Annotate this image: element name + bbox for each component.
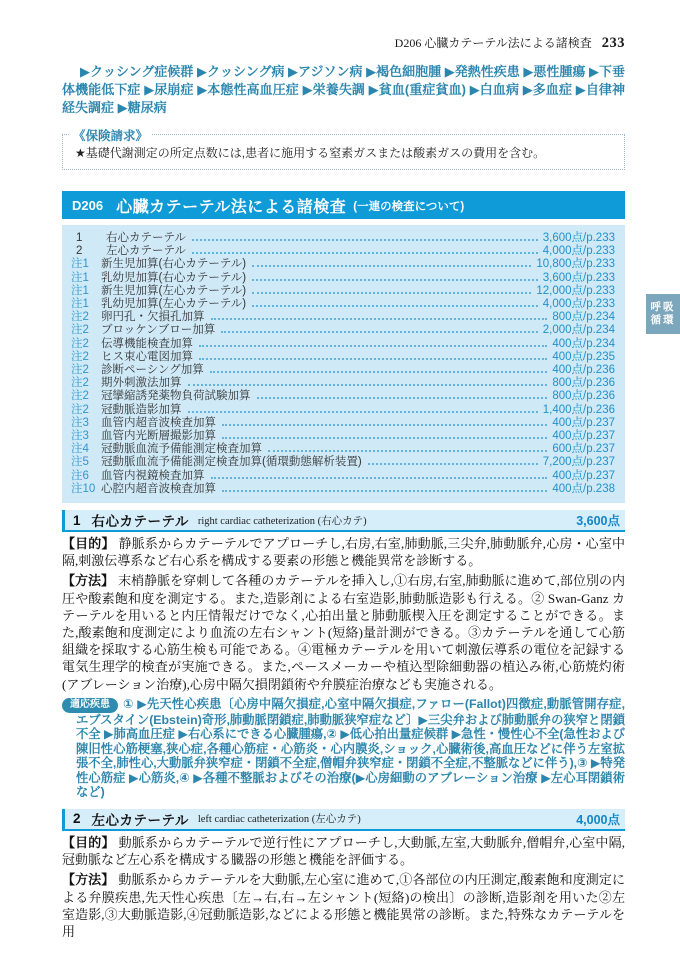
toc-item-number: 注5 (71, 456, 89, 469)
toc-item-points-page: 600点/p.237 (552, 443, 615, 456)
section-2-title: 左心カテーテル (91, 812, 189, 828)
code-band-title: 心臓カテーテル法による諸検査 (116, 198, 347, 216)
toc-row (62, 364, 619, 377)
insurance-claim-text: ★基礎代謝測定の所定点数には,患者に施用する窒素ガスまたは酸素ガスの費用を含む。 (75, 146, 546, 160)
toc-item-number: 注2 (71, 390, 89, 403)
toc-item-points-page: 3,600点/p.233 (542, 232, 615, 244)
toc-item-points-page: 7,200点/p.237 (542, 456, 615, 469)
method-text: 動脈系からカテーテルを大動脈,左心室に進めて,①各部位の内圧測定,酸素飽和度測定による弁膜疾患,先天性心疾患〔左→右,右→左シャント(短絡)の検出〕の診断,造影剤を用いた②左室造影,③大動脈造影,④冠動脈造影,などによる形態と機能異常の診断。また,特殊なカテーテルを用 (62, 872, 625, 939)
toc-item-points-page: 400点/p.236 (552, 364, 615, 377)
toc-item-number: 注2 (71, 324, 89, 337)
toc-item-points-page: 400点/p.237 (552, 469, 615, 482)
section-2-purpose (62, 834, 625, 868)
toc-item-number: 注3 (71, 430, 89, 443)
toc-item-name: ブロッケンブロー加算 (101, 324, 216, 337)
toc-item-points-page: 400点/p.237 (552, 416, 615, 429)
toc-item-number: 注2 (71, 350, 89, 363)
toc-row (62, 298, 619, 311)
toc-item-name: 血管内視鏡検査加算 (101, 469, 205, 482)
toc-item-name: 血管内光断層撮影加算 (101, 430, 216, 443)
toc-row (62, 404, 619, 417)
toc-dotted-leader (211, 318, 548, 320)
section-1-title: 右心カテーテル (91, 514, 189, 530)
toc-item-points-page: 1,400点/p.236 (542, 403, 615, 416)
toc-item-number: 注2 (71, 311, 89, 324)
section-1-english-name: right cardiac catheterization (右心カテ) (197, 515, 367, 527)
toc-item-name: 乳幼児加算(左心カテーテル) (101, 298, 247, 311)
thumb-tab-line2: 循環 (650, 314, 676, 326)
toc-item-name: 心腔内超音波検査加算 (101, 482, 216, 495)
toc-item-number: 注1 (71, 271, 89, 284)
section-2-header (62, 809, 625, 831)
toc-dotted-leader (268, 450, 547, 452)
purpose-text: 動脈系からカテーテルで逆行性にアプローチし,大動脈,左室,大動脈弁,僧帽弁,心室中隔,冠動脈など左心系を構成する臓器の形態と機能を評価する。 (62, 834, 625, 868)
insurance-claim-label: 《保険請求》 (70, 126, 151, 144)
toc-row (62, 232, 619, 245)
toc-dotted-leader (192, 239, 538, 241)
toc-item-number: 注2 (71, 337, 89, 350)
toc-dotted-leader (368, 463, 538, 465)
toc-row (62, 272, 619, 285)
toc-dotted-leader (222, 424, 547, 426)
toc-item-name: 冠動脈造影加算 (101, 403, 182, 416)
toc-item-name: ヒス束心電図加算 (101, 350, 193, 363)
section-2-number: 2 (73, 811, 81, 827)
toc-item-number: 注1 (71, 298, 89, 311)
toc-dotted-leader (252, 279, 538, 281)
code-band-subtitle: (一連の検査について) (353, 201, 465, 213)
toc-row (62, 430, 619, 443)
toc-row (62, 483, 619, 496)
toc-item-name: 乳幼児加算(右心カテーテル) (101, 271, 247, 284)
toc-item-name: 期外刺激法加算 (101, 377, 182, 390)
toc-item-number: 注4 (71, 443, 89, 456)
toc-dotted-leader (188, 411, 538, 413)
toc-item-name: 新生児加算(左心カテーテル) (101, 284, 247, 297)
toc-item-points-page: 2,000点/p.234 (542, 324, 615, 337)
toc-dotted-leader (221, 331, 538, 333)
toc-dotted-leader (188, 384, 548, 386)
toc-item-name: 右心カテーテル (106, 232, 186, 244)
toc-dotted-leader (211, 477, 548, 479)
toc-item-points-page: 400点/p.237 (552, 430, 615, 443)
toc-row (62, 443, 619, 456)
purpose-label: 【目的】 (62, 536, 115, 552)
toc-item-number: 注2 (71, 377, 89, 390)
toc-row (62, 377, 619, 390)
code-band-code: D206 (72, 197, 104, 213)
disease-list: ▶クッシング症候群 ▶クッシング病 ▶アジソン病 ▶褐色細胞腫 ▶発熱性疾患 ▶悪性腫瘍 ▶下垂体機能低下症 ▶尿崩症 ▶本態性高血圧症 ▶栄養失調 ▶貧血(重症貧血) ▶白血病 ▶多血症 ▶自律神経失調症 ▶糖尿病 (62, 64, 625, 115)
indications-badge: 適応疾患 (62, 698, 118, 713)
thumb-tab-line1: 呼吸 (650, 301, 676, 313)
toc-row (62, 258, 619, 271)
section-1-purpose (62, 535, 625, 569)
toc-row (62, 351, 619, 364)
toc-box (62, 225, 625, 503)
toc-item-points-page: 800点/p.234 (552, 311, 615, 324)
toc-item-number: 注10 (71, 482, 96, 495)
section-2-points: 4,000点 (576, 812, 620, 827)
toc-item-points-page: 400点/p.235 (552, 350, 615, 363)
toc-item-points-page: 3,600点/p.233 (542, 271, 615, 284)
toc-row (62, 324, 619, 337)
toc-item-name: 診断ペーシング加算 (101, 364, 204, 377)
running-header-title: D206 心臓カテーテル法による諸検査 (394, 36, 592, 50)
toc-item-number: 1 (76, 232, 83, 244)
toc-dotted-leader (210, 371, 548, 373)
toc-item-number: 注6 (71, 469, 89, 482)
section-1-header (62, 510, 625, 532)
toc-row (62, 311, 619, 324)
toc-item-points-page: 400点/p.238 (552, 482, 615, 495)
toc-row (62, 338, 619, 351)
insurance-claim-box (62, 129, 625, 170)
page-number: 233 (601, 35, 625, 51)
toc-row (62, 456, 619, 469)
method-text: 末梢静脈を穿刺して各種のカテーテルを挿入し,①右房,右室,肺動脈に進めて,部位別の内圧や酸素飽和度を測定する。また,造影剤による右室造影,肺動脈造影も行える。② Swan-Ganz カテーテルを用いると内圧情報だけでなく,心拍出量と肺動脈楔入圧を測定することができる。また,酸素飽和度測定により血流の左右シャント(短絡)量計測ができる。③カテーテルを通して心筋組織を採取する心筋生検も可能である。④電極カテーテルを用いて刺激伝導系の電位を記録する電気生理学的検査が実施できる。また,ペースメーカーや植込型除細動器の植込み術,心筋焼灼術(アブレーション治療),心房中隔欠損閉鎖術や弁膜症治療なども実施される。 (62, 573, 625, 692)
toc-item-name: 左心カテーテル (106, 245, 186, 258)
method-label: 【方法】 (62, 573, 115, 589)
toc-item-points-page: 800点/p.236 (552, 377, 615, 390)
toc-row (62, 417, 619, 430)
toc-item-points-page: 400点/p.234 (552, 337, 615, 350)
toc-row (62, 390, 619, 403)
toc-item-number: 注1 (71, 284, 89, 297)
section-2-method (62, 871, 625, 940)
toc-item-name: 血管内超音波検査加算 (101, 416, 216, 429)
page-content (62, 0, 625, 940)
code-band (62, 191, 625, 219)
toc-dotted-leader (222, 437, 547, 439)
section-1-number: 1 (73, 512, 81, 528)
toc-item-name: 冠動脈血流予備能測定検査加算 (101, 443, 262, 456)
toc-item-number: 2 (76, 245, 83, 258)
section-1-indications (62, 697, 625, 800)
toc-item-points-page: 10,800点/p.233 (536, 258, 615, 271)
toc-item-number: 注1 (71, 258, 89, 271)
toc-item-points-page: 4,000点/p.233 (542, 245, 615, 258)
toc-dotted-leader (199, 345, 547, 347)
section-1-method (62, 572, 625, 692)
toc-item-number: 注2 (71, 403, 89, 416)
toc-item-number: 注2 (71, 364, 89, 377)
toc-item-name: 新生児加算(右心カテーテル) (101, 258, 247, 271)
running-header (62, 0, 625, 52)
thumb-tab-respiratory-circulation (646, 294, 680, 334)
toc-dotted-leader (257, 397, 548, 399)
toc-item-number: 注3 (71, 416, 89, 429)
toc-dotted-leader (222, 490, 547, 492)
toc-item-points-page: 12,000点/p.233 (536, 284, 615, 297)
purpose-text: 静脈系からカテーテルでアプローチし,右房,右室,肺動脈,三尖弁,肺動脈弁,心房・心室中隔,刺激伝導系など右心系を構成する要素の形態と機能異常を診断する。 (62, 536, 625, 569)
toc-item-name: 冠動脈血流予備能測定検査加算(循環動態解析装置) (101, 456, 362, 469)
toc-item-name: 伝導機能検査加算 (101, 337, 193, 350)
toc-dotted-leader (252, 305, 538, 307)
toc-item-name: 卵円孔・欠損孔加算 (101, 311, 205, 324)
toc-row (62, 470, 619, 483)
method-label: 【方法】 (62, 872, 115, 888)
toc-item-name: 冠攣縮誘発薬物負荷試験加算 (101, 390, 251, 403)
section-2-english-name: left cardiac catheterization (左心カテ) (197, 814, 361, 826)
toc-row (62, 245, 619, 258)
toc-dotted-leader (252, 265, 531, 267)
section-1-points: 3,600点 (576, 514, 620, 529)
toc-row (62, 285, 619, 298)
toc-dotted-leader (199, 358, 547, 360)
indications-text: ① ▶先天性心疾患〔心房中隔欠損症,心室中隔欠損症,ファロー(Fallot)四徴症,動脈管開存症,エブスタイン(Ebstein)奇形,肺動脈閉鎖症,肺動脈狭窄症など〕▶三尖弁および肺動脈弁の狭窄と閉鎖不全 ▶肺高血圧症 ▶右心系にできる心臓腫瘍,② ▶低心拍出量症候群 ▶急性・慢性心不全(急性および陳旧性心筋梗塞,狭心症,各種心筋症・心筋炎・心内膜炎,ショック,心臓術後,高血圧などに伴う左室拡張不全,肺性心,大動脈弁狭窄症・閉鎖不全症,僧帽弁狭窄症・閉鎖不全症,不整脈などに伴う),③ ▶特発性心筋症 ▶心筋炎,④ ▶各種不整脈およびその治療(▶心房細動のアブレーション治療 ▶左心耳閉鎖術など) (76, 696, 625, 800)
toc-dotted-leader (192, 252, 538, 254)
purpose-label: 【目的】 (62, 834, 115, 850)
toc-item-points-page: 4,000点/p.233 (542, 298, 615, 311)
toc-dotted-leader (252, 292, 531, 294)
toc-item-points-page: 800点/p.236 (552, 390, 615, 403)
